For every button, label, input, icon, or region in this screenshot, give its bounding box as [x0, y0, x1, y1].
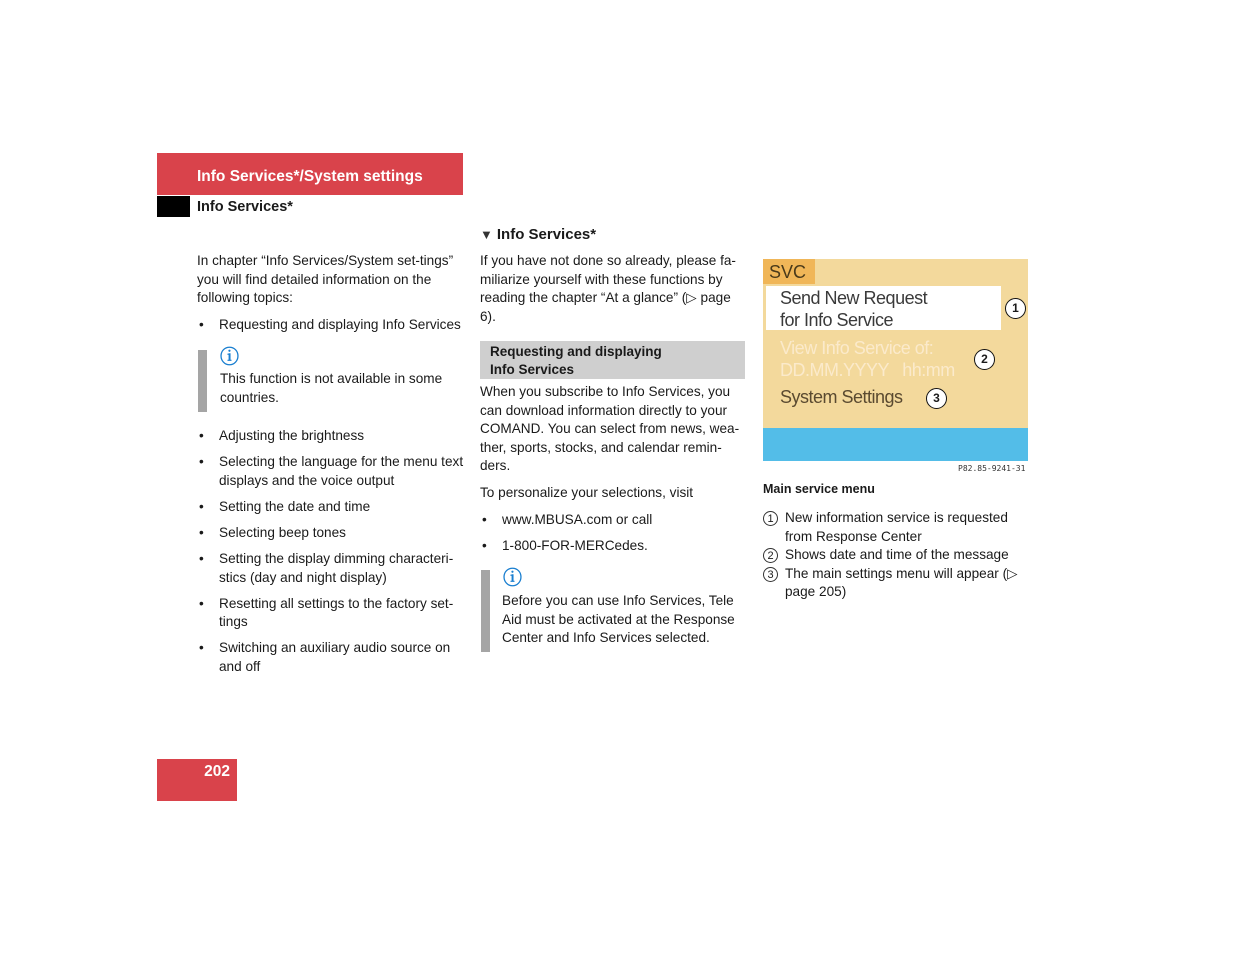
- list-item: • Requesting and displaying Info Services: [197, 316, 467, 335]
- legend-number: 3: [763, 567, 778, 582]
- screen-status-bar: [763, 428, 1028, 461]
- figure-caption: Main service menu: [763, 482, 875, 496]
- info-icon: ⓘ: [503, 567, 523, 589]
- list-item: • Resetting all settings to the factory set-tings: [197, 595, 467, 632]
- svc-label: SVC: [763, 259, 815, 284]
- list-item: • 1-800-FOR-MERCedes.: [480, 537, 748, 556]
- callout-2: 2: [974, 349, 995, 370]
- legend-number: 1: [763, 511, 778, 526]
- personalize-text: To personalize your selections, visit: [480, 485, 694, 500]
- section-subtitle: Info Services*: [197, 199, 293, 215]
- legend-item: [763, 546, 1028, 565]
- service-menu-screen: [763, 259, 1028, 461]
- figure-code: P82.85-9241-31: [958, 464, 1026, 473]
- page-number: 202: [204, 763, 230, 780]
- subsection-heading-line2: Info Services: [490, 362, 575, 377]
- note-text: This function is not available in some countries.: [220, 371, 443, 405]
- section-heading-text: Info Services*: [496, 226, 597, 243]
- legend-item: [763, 509, 1028, 546]
- legend-text: The main settings menu will appear (▷ page 205): [785, 565, 1018, 600]
- legend-text: New information service is requested from Response Center: [785, 510, 1008, 544]
- section-marker: [157, 196, 190, 217]
- menu-item-send-request-line2: for Info Service: [780, 310, 894, 330]
- intro-paragraph: In chapter “Info Services/System set-tings” you will find detailed information on the following topics:: [197, 253, 454, 306]
- list-item: • Adjusting the brightness: [197, 427, 467, 446]
- subsection-heading-line1: Requesting and displaying: [490, 344, 662, 359]
- triangle-down-icon: ▼: [480, 227, 493, 242]
- list-item: • Selecting the language for the menu text displays and the voice output: [197, 453, 467, 490]
- figure-legend: [763, 509, 1028, 602]
- info-icon: ⓘ: [220, 346, 240, 368]
- menu-item-view-info-line2: DD.MM.YYYY hh:mm: [780, 360, 955, 380]
- list-item: • Setting the display dimming characteri-stics (day and night display): [197, 550, 467, 587]
- chapter-title: Info Services*/System settings: [197, 168, 423, 185]
- topics-list-top: [197, 316, 467, 335]
- subsection-heading-box: [480, 341, 745, 379]
- topics-list-bottom: [197, 427, 467, 677]
- list-item: • www.MBUSA.com or call: [480, 511, 748, 530]
- note-bar: [198, 350, 207, 412]
- intro-paragraph-2: If you have not done so already, please fa-miliarize yourself with these functions by reading the chapter “At a glance” (▷ page 6).: [480, 253, 736, 324]
- callout-3: 3: [926, 388, 947, 409]
- list-item: • Selecting beep tones: [197, 524, 467, 543]
- section-heading: [480, 226, 596, 243]
- body-paragraph: When you subscribe to Info Services, you can download information directly to your COMAND. You can select from news, wea-ther, sports, stocks, and calendar remin-ders.: [480, 384, 740, 474]
- list-item: • Setting the date and time: [197, 498, 467, 517]
- note-text-2: Before you can use Info Services, Tele Aid must be activated at the Response Center and Info Services selected.: [502, 593, 735, 646]
- contact-list: [480, 511, 748, 556]
- menu-item-send-request-line1: Send New Request: [780, 288, 928, 308]
- legend-number: 2: [763, 548, 778, 563]
- menu-item-view-info-line1: View Info Service of:: [780, 338, 934, 358]
- menu-item-system-settings: System Settings: [780, 387, 903, 407]
- legend-text: Shows date and time of the message: [785, 547, 1009, 563]
- callout-1: 1: [1005, 298, 1026, 319]
- legend-item: [763, 565, 1028, 602]
- list-item: • Switching an auxiliary audio source on and off: [197, 639, 467, 676]
- note-bar: [481, 570, 490, 652]
